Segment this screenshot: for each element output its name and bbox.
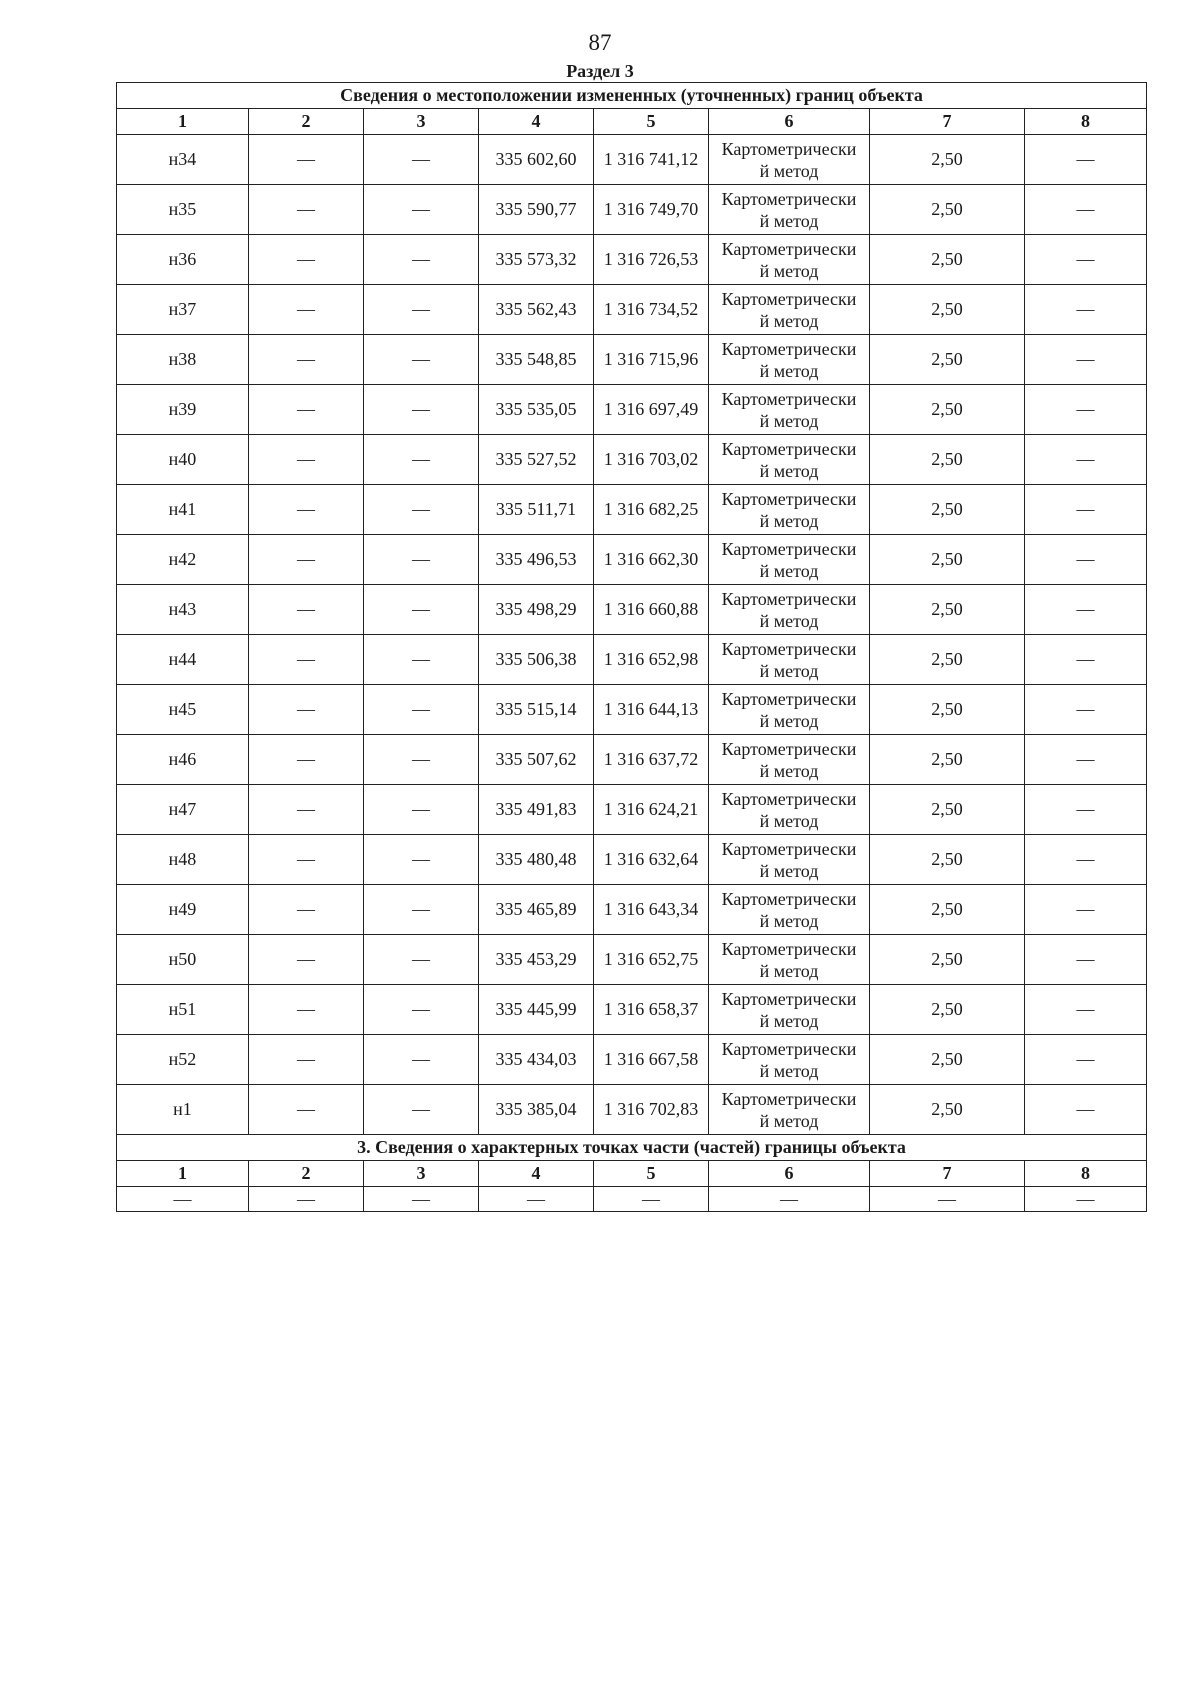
point-name: н37 [117,285,249,335]
y-coordinate: 1 316 715,96 [594,335,709,385]
method-line-2: й метод [759,210,819,231]
col8-value: — [1025,935,1147,985]
table1-header-row [117,109,1147,135]
point-name: н1 [117,1085,249,1135]
col2-value: — [249,285,364,335]
accuracy: 2,50 [870,485,1025,535]
method-line-2: й метод [759,660,819,681]
method-line-1: Картометрически [721,888,857,909]
col3-value: — [364,735,479,785]
table2-header-row [117,1161,1147,1187]
table-row [117,1085,1147,1135]
table2-header-col-6: 6 [709,1161,870,1187]
method [709,635,870,685]
table1-title-row [117,83,1147,109]
point-name: н52 [117,1035,249,1085]
col8-value: — [1025,535,1147,585]
col2-value: — [249,385,364,435]
method-line-1: Картометрически [721,938,857,959]
empty-cell: — [870,1187,1025,1212]
col2-value: — [249,785,364,835]
method-line-2: й метод [759,260,819,281]
method [709,185,870,235]
method-line-2: й метод [759,360,819,381]
col8-value: — [1025,185,1147,235]
method-line-1: Картометрически [721,388,857,409]
table1-title: Сведения о местоположении измененных (уточненных) границ объекта [117,83,1147,109]
point-name: н35 [117,185,249,235]
table-row [117,985,1147,1035]
y-coordinate: 1 316 643,34 [594,885,709,935]
col8-value: — [1025,635,1147,685]
point-name: н41 [117,485,249,535]
y-coordinate: 1 316 749,70 [594,185,709,235]
table-row [117,135,1147,185]
col2-value: — [249,885,364,935]
method [709,1085,870,1135]
method-line-1: Картометрически [721,738,857,759]
accuracy: 2,50 [870,235,1025,285]
method-line-2: й метод [759,710,819,731]
method-line-2: й метод [759,960,819,981]
accuracy: 2,50 [870,685,1025,735]
x-coordinate: 335 434,03 [479,1035,594,1085]
table-body [117,83,1147,1212]
col3-value: — [364,235,479,285]
y-coordinate: 1 316 741,12 [594,135,709,185]
method-line-1: Картометрически [721,638,857,659]
empty-cell: — [594,1187,709,1212]
col2-value: — [249,935,364,985]
accuracy: 2,50 [870,885,1025,935]
col2-value: — [249,635,364,685]
col3-value: — [364,285,479,335]
method [709,1035,870,1085]
x-coordinate: 335 515,14 [479,685,594,735]
col3-value: — [364,1085,479,1135]
col3-value: — [364,635,479,685]
point-name: н51 [117,985,249,1035]
col3-value: — [364,435,479,485]
method-line-1: Картометрически [721,588,857,609]
method-line-1: Картометрически [721,688,857,709]
method [709,835,870,885]
accuracy: 2,50 [870,285,1025,335]
y-coordinate: 1 316 660,88 [594,585,709,635]
accuracy: 2,50 [870,785,1025,835]
method-line-1: Картометрически [721,188,857,209]
point-name: н47 [117,785,249,835]
empty-cell: — [249,1187,364,1212]
table-row [117,835,1147,885]
col2-value: — [249,185,364,235]
accuracy: 2,50 [870,935,1025,985]
col2-value: — [249,135,364,185]
method [709,735,870,785]
col8-value: — [1025,685,1147,735]
col8-value: — [1025,985,1147,1035]
table-row [117,885,1147,935]
method [709,285,870,335]
table1-header-col-7: 7 [870,109,1025,135]
table-row [117,335,1147,385]
empty-cell: — [364,1187,479,1212]
table-row [117,535,1147,585]
boundary-table [116,82,1147,1212]
col2-value: — [249,1035,364,1085]
col8-value: — [1025,735,1147,785]
table-row [117,285,1147,335]
method [709,885,870,935]
accuracy: 2,50 [870,1085,1025,1135]
table1-header-col-5: 5 [594,109,709,135]
method-line-2: й метод [759,610,819,631]
section-title: Раздел 3 [566,61,634,81]
table-row [117,485,1147,535]
table-row [117,435,1147,485]
x-coordinate: 335 465,89 [479,885,594,935]
method-line-1: Картометрически [721,838,857,859]
method-line-1: Картометрически [721,438,857,459]
method-line-1: Картометрически [721,138,857,159]
col8-value: — [1025,1035,1147,1085]
accuracy: 2,50 [870,435,1025,485]
empty-cell: — [479,1187,594,1212]
col3-value: — [364,585,479,635]
y-coordinate: 1 316 682,25 [594,485,709,535]
col8-value: — [1025,1085,1147,1135]
col2-value: — [249,685,364,735]
table1-header-col-1: 1 [117,109,249,135]
accuracy: 2,50 [870,985,1025,1035]
col3-value: — [364,335,479,385]
y-coordinate: 1 316 667,58 [594,1035,709,1085]
method [709,235,870,285]
col3-value: — [364,485,479,535]
accuracy: 2,50 [870,135,1025,185]
table-row [117,785,1147,835]
point-name: н34 [117,135,249,185]
x-coordinate: 335 498,29 [479,585,594,635]
method-line-2: й метод [759,310,819,331]
y-coordinate: 1 316 652,75 [594,935,709,985]
x-coordinate: 335 562,43 [479,285,594,335]
col8-value: — [1025,835,1147,885]
x-coordinate: 335 445,99 [479,985,594,1035]
col2-value: — [249,835,364,885]
col2-value: — [249,1085,364,1135]
method-line-1: Картометрически [721,988,857,1009]
method-line-1: Картометрически [721,238,857,259]
y-coordinate: 1 316 697,49 [594,385,709,435]
y-coordinate: 1 316 703,02 [594,435,709,485]
page-number: 87 [588,30,612,55]
col2-value: — [249,735,364,785]
method-line-2: й метод [759,1060,819,1081]
table-row [117,235,1147,285]
col3-value: — [364,985,479,1035]
x-coordinate: 335 573,32 [479,235,594,285]
accuracy: 2,50 [870,1035,1025,1085]
point-name: н39 [117,385,249,435]
point-name: н43 [117,585,249,635]
table-row [117,635,1147,685]
method [709,935,870,985]
method-line-2: й метод [759,760,819,781]
y-coordinate: 1 316 726,53 [594,235,709,285]
point-name: н46 [117,735,249,785]
method-line-1: Картометрически [721,788,857,809]
point-name: н44 [117,635,249,685]
col3-value: — [364,135,479,185]
table2-header-col-7: 7 [870,1161,1025,1187]
accuracy: 2,50 [870,335,1025,385]
method [709,585,870,635]
point-name: н49 [117,885,249,935]
table-row [117,735,1147,785]
col3-value: — [364,935,479,985]
y-coordinate: 1 316 624,21 [594,785,709,835]
method [709,785,870,835]
table-row [117,185,1147,235]
col3-value: — [364,835,479,885]
empty-cell: — [117,1187,249,1212]
table2-header-col-4: 4 [479,1161,594,1187]
accuracy: 2,50 [870,185,1025,235]
method [709,485,870,535]
table1-header-col-6: 6 [709,109,870,135]
table1-header-col-2: 2 [249,109,364,135]
method-line-1: Картометрически [721,288,857,309]
x-coordinate: 335 506,38 [479,635,594,685]
col8-value: — [1025,785,1147,835]
empty-cell: — [1025,1187,1147,1212]
method-line-1: Картометрически [721,538,857,559]
col8-value: — [1025,485,1147,535]
accuracy: 2,50 [870,735,1025,785]
col8-value: — [1025,285,1147,335]
method [709,985,870,1035]
table2-header-col-1: 1 [117,1161,249,1187]
x-coordinate: 335 496,53 [479,535,594,585]
x-coordinate: 335 548,85 [479,335,594,385]
method [709,135,870,185]
y-coordinate: 1 316 632,64 [594,835,709,885]
y-coordinate: 1 316 637,72 [594,735,709,785]
y-coordinate: 1 316 734,52 [594,285,709,335]
table-row [117,685,1147,735]
x-coordinate: 335 480,48 [479,835,594,885]
point-name: н36 [117,235,249,285]
x-coordinate: 335 385,04 [479,1085,594,1135]
x-coordinate: 335 527,52 [479,435,594,485]
method [709,435,870,485]
accuracy: 2,50 [870,535,1025,585]
method-line-2: й метод [759,160,819,181]
point-name: н40 [117,435,249,485]
table-row [117,935,1147,985]
col8-value: — [1025,435,1147,485]
table1-header-col-4: 4 [479,109,594,135]
col2-value: — [249,985,364,1035]
table-row [117,585,1147,635]
col2-value: — [249,485,364,535]
y-coordinate: 1 316 644,13 [594,685,709,735]
method-line-2: й метод [759,560,819,581]
col2-value: — [249,535,364,585]
y-coordinate: 1 316 662,30 [594,535,709,585]
col3-value: — [364,185,479,235]
point-name: н48 [117,835,249,885]
col8-value: — [1025,235,1147,285]
col2-value: — [249,585,364,635]
table1-header-col-3: 3 [364,109,479,135]
col8-value: — [1025,135,1147,185]
y-coordinate: 1 316 652,98 [594,635,709,685]
x-coordinate: 335 507,62 [479,735,594,785]
method-line-2: й метод [759,1010,819,1031]
col8-value: — [1025,885,1147,935]
method-line-2: й метод [759,810,819,831]
method [709,535,870,585]
x-coordinate: 335 602,60 [479,135,594,185]
table2-title: 3. Сведения о характерных точках части (частей) границы объекта [117,1135,1147,1161]
y-coordinate: 1 316 658,37 [594,985,709,1035]
method-line-2: й метод [759,410,819,431]
method [709,385,870,435]
x-coordinate: 335 453,29 [479,935,594,985]
point-name: н42 [117,535,249,585]
empty-cell: — [709,1187,870,1212]
table2-header-col-8: 8 [1025,1161,1147,1187]
col8-value: — [1025,585,1147,635]
accuracy: 2,50 [870,835,1025,885]
table-row [117,1187,1147,1212]
method-line-1: Картометрически [721,488,857,509]
method [709,685,870,735]
table2-header-col-5: 5 [594,1161,709,1187]
col2-value: — [249,335,364,385]
method-line-2: й метод [759,460,819,481]
col3-value: — [364,685,479,735]
method-line-1: Картометрически [721,1038,857,1059]
x-coordinate: 335 535,05 [479,385,594,435]
col2-value: — [249,235,364,285]
table-row [117,385,1147,435]
point-name: н38 [117,335,249,385]
table2-title-row [117,1135,1147,1161]
table2-header-col-2: 2 [249,1161,364,1187]
accuracy: 2,50 [870,585,1025,635]
x-coordinate: 335 511,71 [479,485,594,535]
table1-header-col-8: 8 [1025,109,1147,135]
col3-value: — [364,885,479,935]
point-name: н45 [117,685,249,735]
col2-value: — [249,435,364,485]
x-coordinate: 335 491,83 [479,785,594,835]
accuracy: 2,50 [870,385,1025,435]
col8-value: — [1025,335,1147,385]
col8-value: — [1025,385,1147,435]
method-line-2: й метод [759,1110,819,1131]
method-line-2: й метод [759,910,819,931]
col3-value: — [364,385,479,435]
accuracy: 2,50 [870,635,1025,685]
y-coordinate: 1 316 702,83 [594,1085,709,1135]
method-line-2: й метод [759,860,819,881]
col3-value: — [364,535,479,585]
method-line-2: й метод [759,510,819,531]
x-coordinate: 335 590,77 [479,185,594,235]
table2-header-col-3: 3 [364,1161,479,1187]
table-row [117,1035,1147,1085]
col3-value: — [364,1035,479,1085]
method [709,335,870,385]
method-line-1: Картометрически [721,1088,857,1109]
method-line-1: Картометрически [721,338,857,359]
col3-value: — [364,785,479,835]
point-name: н50 [117,935,249,985]
